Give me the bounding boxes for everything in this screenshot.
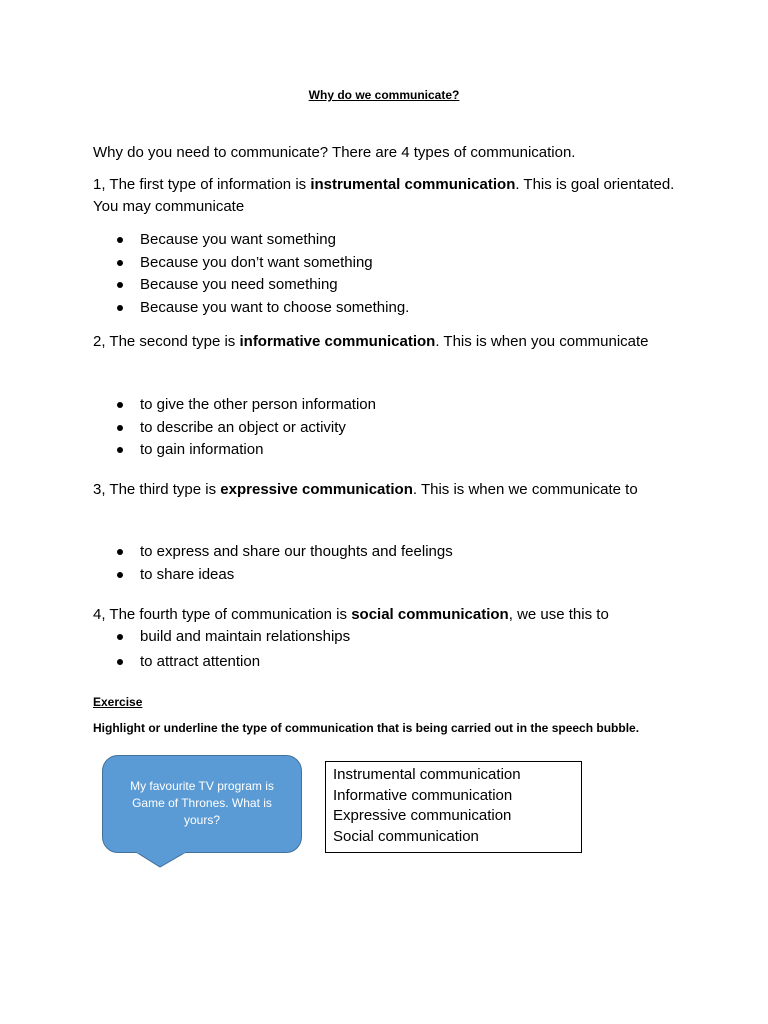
- list-item: to give the other person information: [93, 394, 376, 417]
- option-informative[interactable]: Informative communication: [333, 786, 513, 804]
- list-item: Because you need something: [93, 274, 409, 297]
- list-item: Because you want something: [93, 229, 409, 252]
- section-4-prefix: 4, The fourth type of communication is: [93, 606, 352, 623]
- list-item: to attract attention: [93, 651, 350, 674]
- list-item: to gain information: [93, 439, 376, 462]
- list-item: to describe an object or activity: [93, 417, 376, 440]
- list-item: Because you don’t want something: [93, 252, 409, 275]
- section-3-type-name: expressive communication: [220, 481, 413, 498]
- section-4-bullets: [93, 626, 350, 673]
- section-3-prefix: 3, The third type is: [93, 481, 221, 498]
- speech-bubble-text: My favourite TV program is Game of Thrones. What is yours?: [130, 779, 274, 827]
- option-instrumental[interactable]: Instrumental communication: [333, 766, 521, 783]
- list-item: build and maintain relationships: [93, 626, 350, 651]
- section-2-text: [93, 331, 693, 353]
- list-item: to share ideas: [93, 564, 453, 587]
- speech-bubble-tail: [136, 852, 190, 870]
- section-4-suffix: , we use this to: [508, 606, 609, 623]
- section-2-type-name: informative communication: [239, 333, 436, 350]
- speech-bubble: [102, 755, 302, 853]
- section-4-text: [93, 604, 713, 626]
- section-1-type-name: instrumental communication: [310, 176, 516, 193]
- option-expressive[interactable]: Expressive communication: [333, 807, 512, 824]
- section-3-suffix: . This is when we communicate to: [412, 481, 638, 498]
- section-2-prefix: 2, The second type is: [93, 333, 240, 350]
- section-2-suffix: . This is when you communicate: [435, 333, 649, 350]
- exercise-instruction: Highlight or underline the type of communication that is being carried out in the speech bubble.: [93, 721, 640, 735]
- section-2-bullets: [93, 394, 376, 462]
- list-item: Because you want to choose something.: [93, 297, 409, 320]
- section-1-suffix: . This is goal orientated. You may communicate: [93, 176, 675, 215]
- options-box: [325, 761, 582, 853]
- section-3-text: [93, 479, 693, 501]
- section-1-prefix: 1, The first type of information is: [93, 176, 311, 193]
- section-1-text: [93, 174, 693, 218]
- list-item: to express and share our thoughts and feelings: [93, 541, 453, 564]
- page-title: Why do we communicate?: [308, 88, 460, 102]
- intro-text: Why do you need to communicate? There are 4 types of communication.: [93, 144, 576, 161]
- section-4-type-name: social communication: [351, 606, 509, 623]
- option-social[interactable]: Social communication: [333, 827, 479, 845]
- exercise-title: Exercise: [93, 695, 143, 709]
- section-3-bullets: [93, 541, 453, 586]
- section-1-bullets: [93, 229, 409, 319]
